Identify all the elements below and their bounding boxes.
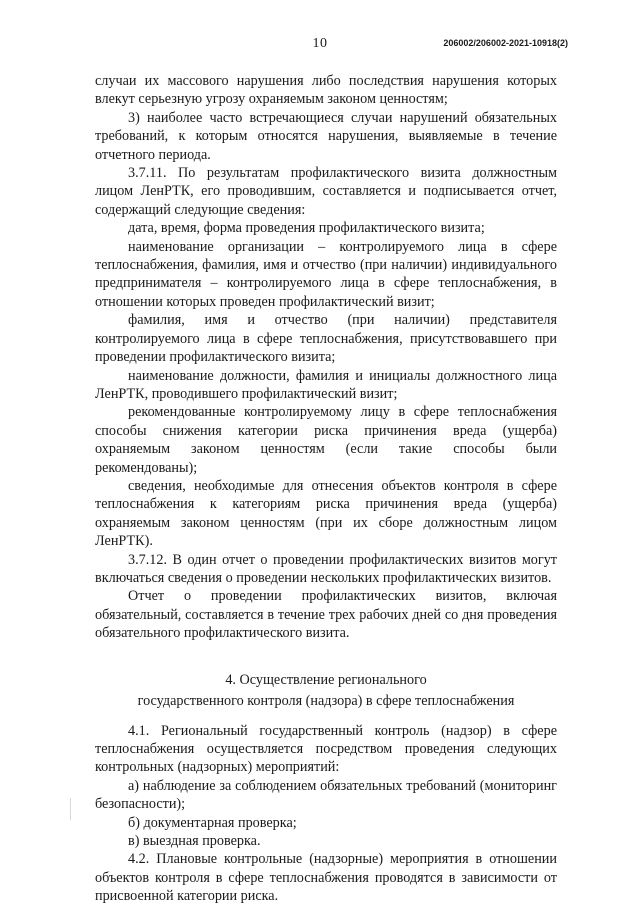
- paragraph: случаи их массового нарушения либо последствия нарушения которых влекут серьезную угрозу охраняемым законом ценностям;: [95, 73, 557, 108]
- paragraph: 3.7.12. В один отчет о проведении профилактических визитов могут включаться сведения о проведении нескольких профилактических визитов.: [95, 551, 557, 586]
- list-item: в) выездная проверка.: [128, 833, 261, 850]
- list-item: а) наблюдение за соблюдением обязательных требований (мониторинг безопасности);: [95, 777, 557, 813]
- spacer: [95, 712, 557, 722]
- paragraph: наименование организации – контролируемого лица в сфере теплоснабжения, фамилия, имя и отчество (при наличии) индивидуального предпринимателя – контролируемого лица в сфере теплоснабжения, в отношении которых проведен профилактический визит;: [95, 238, 557, 310]
- paragraph: 3.7.11. По результатам профилактического визита должностным лицом ЛенРТК, его проводившим, составляется и подписывается отчет, содержащий следующие сведения:: [95, 165, 557, 218]
- paragraph: 3) наиболее часто встречающиеся случаи нарушений обязательных требований, к которым относятся нарушения, выявляемые в течение отчетного периода.: [95, 109, 557, 163]
- paragraph: 4.2. Плановые контрольные (надзорные) мероприятия в отношении объектов контроля в сфере теплоснабжения проводятся в зависимости от присвоенной категории риска.: [95, 851, 557, 905]
- list-item: б) документарная проверка;: [128, 814, 297, 831]
- paragraph: рекомендованные контролируемому лицу в сфере теплоснабжения способы снижения категории риска причинения вреда (ущерба) охраняемым законом ценностям (если такие способы были рекомендованы);: [95, 404, 557, 476]
- spacer: [95, 643, 557, 670]
- paragraph: дата, время, форма проведения профилактического визита;: [128, 220, 485, 237]
- scan-mark: [70, 798, 71, 820]
- paragraph: 4.1. Региональный государственный контроль (надзор) в сфере теплоснабжения осуществляется посредством проведения следующих контрольных (надзорных) мероприятий:: [95, 722, 557, 776]
- document-id: 206002/206002-2021-10918(2): [443, 38, 568, 48]
- paragraph: сведения, необходимые для отнесения объектов контроля в сфере теплоснабжения к категориям риска причинения вреда (ущерба) охраняемым законом ценностям (при их сборе должностным лицом ЛенРТК).: [95, 477, 557, 550]
- page-number: 10: [312, 36, 328, 51]
- paragraph: фамилия, имя и отчество (при наличии) представителя контролируемого лица в сфере теплоснабжения, присутствовавшего при проведении профилактического визита;: [95, 312, 557, 366]
- section-heading-line1: 4. Осуществление регионального: [225, 671, 427, 688]
- document-body: [95, 72, 557, 906]
- paragraph: Отчет о проведении профилактических визитов, включая обязательный, составляется в течение трех рабочих дней со дня проведения обязательного профилактического визита.: [95, 588, 557, 642]
- paragraph: наименование должности, фамилия и инициалы должностного лица ЛенРТК, проводившего профилактический визит;: [95, 367, 557, 402]
- section-heading-line2: государственного контроля (надзора) в сфере теплоснабжения: [137, 692, 515, 709]
